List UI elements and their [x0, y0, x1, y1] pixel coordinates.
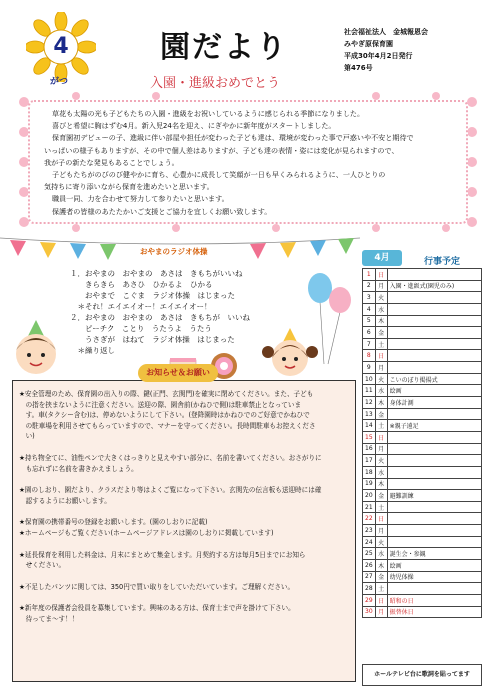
schedule-weekday: 土 — [375, 501, 387, 513]
schedule-row — [363, 362, 482, 374]
notice-line: ★不足したパンツに関しては、350円で買い取りをしていただいています。ご理解ください。 — [19, 582, 295, 591]
schedule-weekday: 日 — [375, 269, 387, 281]
schedule-row — [363, 466, 482, 478]
page-title: 園だより — [160, 30, 288, 65]
schedule-weekday: 水 — [375, 548, 387, 560]
notice-paragraph — [19, 517, 349, 538]
schedule-row — [363, 350, 482, 362]
schedule-event — [387, 303, 481, 315]
lyric-line: きらきら あさひ ひかるよ ひかる — [70, 280, 213, 289]
schedule-event — [387, 443, 481, 455]
org-line: 社会福祉法人 金城報恩会 — [344, 28, 428, 36]
schedule-weekday: 土 — [375, 583, 387, 595]
schedule-weekday: 火 — [375, 536, 387, 548]
schedule-weekday: 水 — [375, 466, 387, 478]
schedule-row — [363, 490, 482, 502]
notice-line: ★ホームページもご覧ください(ホームページアドレスは園のしおりに掲載しています) — [19, 528, 274, 537]
schedule-day: 13 — [363, 408, 376, 420]
schedule-event — [387, 315, 481, 327]
schedule-row — [363, 315, 482, 327]
schedule-weekday: 火 — [375, 455, 387, 467]
schedule-row — [363, 338, 482, 350]
schedule-weekday: 月 — [375, 362, 387, 374]
schedule-row — [363, 594, 482, 606]
notice-line: も忘れずに名前を書きかえましょう。 — [19, 464, 138, 473]
schedule-event — [387, 350, 481, 362]
schedule-event — [387, 362, 481, 374]
notice-paragraph — [19, 389, 349, 442]
schedule-row — [363, 513, 482, 525]
schedule-day: 4 — [363, 303, 376, 315]
notice-paragraph — [19, 485, 349, 506]
schedule-event — [387, 583, 481, 595]
schedule-row — [363, 455, 482, 467]
notice-line: 待ってま～す！！ — [19, 614, 79, 623]
greeting-line: 喜びと希望に胸はずむ4月。新入児24名を迎え、にぎやかに新年度がスタートしました。 — [52, 121, 336, 131]
schedule-weekday: 土 — [375, 338, 387, 350]
schedule-row — [363, 431, 482, 443]
schedule-day: 16 — [363, 443, 376, 455]
page-subtitle: 入園・進級おめでとう — [150, 76, 281, 91]
schedule-row — [363, 583, 482, 595]
schedule-day: 12 — [363, 397, 376, 409]
schedule-day: 24 — [363, 536, 376, 548]
schedule-weekday: 木 — [375, 478, 387, 490]
schedule-event: 昭和の日 — [387, 594, 481, 606]
schedule-weekday: 日 — [375, 431, 387, 443]
schedule-day: 30 — [363, 606, 376, 618]
notice-line: ★園のしおり、園だより、クラスだより等はよくご覧になって下さい。玄関先の伝言板も送迎時には確 — [19, 486, 322, 495]
schedule-day: 26 — [363, 560, 376, 572]
schedule-day: 29 — [363, 594, 376, 606]
greeting-line: いっぱいの様子もありますが、その中で個人差はありますが、子ども達の表情・姿には変化が見られますので、 — [44, 145, 399, 155]
greeting-frame — [16, 92, 480, 232]
schedule-day: 14 — [363, 420, 376, 432]
song-lyrics — [70, 268, 250, 356]
notice-paragraph — [19, 453, 349, 474]
schedule-row — [363, 408, 482, 420]
schedule-day: 23 — [363, 525, 376, 537]
greeting-line: 職員一同、力を合わせて努力して参りたいと思います。 — [52, 194, 229, 204]
schedule-event: こいのぼり掲揚式 — [387, 373, 481, 385]
notice-line: せください。 — [19, 561, 66, 570]
schedule-event — [387, 525, 481, 537]
schedule-day: 18 — [363, 466, 376, 478]
schedule-weekday: 金 — [375, 490, 387, 502]
schedule-day: 5 — [363, 315, 376, 327]
schedule-event — [387, 513, 481, 525]
schedule-weekday: 金 — [375, 327, 387, 339]
month-number: 4 — [53, 34, 69, 59]
schedule-event — [387, 431, 481, 443]
schedule-event — [387, 338, 481, 350]
org-info — [344, 26, 428, 74]
schedule-event: 入園・進級式(園児のみ) — [387, 280, 481, 292]
schedule-weekday: 日 — [375, 350, 387, 362]
radio-exercise-title: おやまのラジオ体操 — [140, 247, 208, 256]
schedule-weekday: 日 — [375, 594, 387, 606]
schedule-weekday: 火 — [375, 373, 387, 385]
schedule-weekday: 金 — [375, 571, 387, 583]
schedule-weekday: 木 — [375, 560, 387, 572]
org-line: みやぎ原保育園 — [344, 40, 393, 48]
schedule-row — [363, 525, 482, 537]
greeting-line: 子どもたちがのびのび健やかに育ち、心豊かに成長して笑顔が一日も早くみられるように、一人ひとりの — [52, 170, 386, 180]
schedule-day: 15 — [363, 431, 376, 443]
schedule-row — [363, 397, 482, 409]
schedule-row — [363, 292, 482, 304]
schedule-row — [363, 536, 482, 548]
month-suffix: がつ — [50, 77, 69, 87]
schedule-day: 8 — [363, 350, 376, 362]
notice-line: ★新年度の保護者会役員を募集しています。興味のある方は、保育士まで声を掛けて下さい。 — [19, 604, 295, 613]
schedule-event — [387, 466, 481, 478]
notice-line: す。車(タクシー含む)は、停めないようにして下さい。(登降園時はかねひでのご好意でかねひで — [19, 411, 310, 420]
schedule-event: ※親子遠足 — [387, 420, 481, 432]
schedule-event — [387, 408, 481, 420]
schedule-event — [387, 478, 481, 490]
schedule-title: 行事予定 — [424, 257, 461, 267]
greeting-line: 保護者の皆様のあたたかいご支援とご協力を宜しくお願い致します。 — [52, 206, 272, 216]
schedule-day: 19 — [363, 478, 376, 490]
notice-paragraph — [19, 582, 349, 593]
schedule-event — [387, 455, 481, 467]
schedule-day: 9 — [363, 362, 376, 374]
schedule-weekday: 火 — [375, 292, 387, 304]
schedule-row — [363, 560, 482, 572]
schedule-event: 身体計測 — [387, 397, 481, 409]
schedule-weekday: 月 — [375, 443, 387, 455]
schedule-event — [387, 536, 481, 548]
schedule-event: 振替休日 — [387, 606, 481, 618]
notice-line: ★保育園の携帯番号の登録をお願いします。(園のしおりに記載) — [19, 518, 208, 527]
greeting-line: 草花も太陽の光も子どもたちの入園・進級をお祝いしているように感じられる季節になりました。 — [52, 109, 365, 118]
schedule-row — [363, 303, 482, 315]
child-girl-icon — [258, 328, 320, 378]
lyric-line: おやまで こぐま ラジオ体操 はじまった — [70, 291, 235, 300]
lyric-line: ２．おやまの おやまの あさは きもちが いいね — [70, 313, 250, 322]
schedule-day: 2 — [363, 280, 376, 292]
schedule-weekday: 月 — [375, 280, 387, 292]
lyric-line: ＊繰り返し — [70, 346, 115, 355]
greeting-line: 気持ちに寄り添いながら保育を進めたいと思います。 — [44, 182, 214, 192]
notice-box — [12, 380, 356, 682]
schedule-weekday: 月 — [375, 606, 387, 618]
schedule-weekday: 水 — [375, 303, 387, 315]
org-line: 第476号 — [344, 64, 373, 72]
lyric-line: ピーチク ことり うたうよ うたう — [70, 324, 212, 333]
greeting-line: 保育園初デビューの子、進級に伴い部屋や担任が変わった子ども達は、環境が変わった事で戸惑いや不安と期待で — [52, 133, 414, 143]
notice-line: い) — [19, 432, 35, 441]
notice-line: ★安全管理のため、保育園の出入りの際、鍵(正門、玄関門)を確実に閉めてください。また、子ども — [19, 390, 314, 398]
schedule-event: 誕生会・参観 — [387, 548, 481, 560]
schedule-row — [363, 606, 482, 618]
schedule-day: 1 — [363, 269, 376, 281]
schedule-table — [362, 268, 482, 618]
notice-line: ★延長保育を利用した料金は、月末にまとめて集金します。月契約する方は毎月5日までにお知ら — [19, 550, 306, 559]
schedule-row — [363, 548, 482, 560]
schedule-row — [363, 385, 482, 397]
schedule-weekday: 日 — [375, 513, 387, 525]
schedule-row — [363, 571, 482, 583]
schedule-event: 幼児体操 — [387, 571, 481, 583]
notice-line: ★持ち物全てに、油性ペンで大きくはっきりと見えやすい部分に、名前を書いてください。おさがりに — [19, 453, 322, 462]
schedule-row — [363, 373, 482, 385]
schedule-event: 絵画 — [387, 560, 481, 572]
schedule-event — [387, 501, 481, 513]
schedule-event: 避難訓練 — [387, 490, 481, 502]
lyric-line: ＊それ！エイエイオー！エイエイオー！ — [70, 302, 212, 311]
schedule-day: 7 — [363, 338, 376, 350]
schedule-day: 27 — [363, 571, 376, 583]
schedule-row — [363, 269, 482, 281]
notice-title: お知らせ＆お願い — [138, 364, 218, 382]
notice-line: 認するようにお願いします。 — [19, 496, 111, 505]
schedule-day: 25 — [363, 548, 376, 560]
schedule-day: 11 — [363, 385, 376, 397]
child-boy-icon — [6, 318, 76, 376]
schedule-row — [363, 501, 482, 513]
schedule-event: 絵画 — [387, 385, 481, 397]
schedule-day: 17 — [363, 455, 376, 467]
schedule-day: 28 — [363, 583, 376, 595]
schedule-event — [387, 327, 481, 339]
notice-paragraph — [19, 603, 349, 624]
schedule-weekday: 水 — [375, 385, 387, 397]
schedule-day: 20 — [363, 490, 376, 502]
greeting-line: 我が子の新たな発見もあることでしょう。 — [44, 157, 179, 167]
lyric-line: うさぎが はねて ラジオ体操 はじまった — [70, 335, 235, 344]
notice-line: の指を挟まないように注意ください。送迎の際、園舎前(かねひで側)は駐車禁止となっていま — [19, 400, 302, 409]
schedule-row — [363, 280, 482, 292]
schedule-row — [363, 443, 482, 455]
schedule-day: 6 — [363, 327, 376, 339]
schedule-row — [363, 478, 482, 490]
notice-paragraph — [19, 550, 349, 571]
lyric-line: １．おやまの おやまの あさは きもちがいいね — [70, 269, 243, 278]
schedule-weekday: 金 — [375, 408, 387, 420]
schedule-day: 22 — [363, 513, 376, 525]
schedule-event — [387, 269, 481, 281]
greeting-text — [28, 100, 468, 224]
lyrics-note: ホールテレビ台に歌詞を貼ってます — [362, 664, 482, 686]
schedule-day: 3 — [363, 292, 376, 304]
schedule-day: 21 — [363, 501, 376, 513]
schedule-month-banner: 4月 — [362, 250, 402, 266]
org-line: 平成30年4月2日発行 — [344, 52, 413, 60]
notice-line: の駐車場を利用させてもらっていますので、マナーを守ってください。長時間駐車もお控えくださ — [19, 421, 316, 430]
schedule-event — [387, 292, 481, 304]
schedule-row — [363, 420, 482, 432]
schedule-weekday: 木 — [375, 315, 387, 327]
schedule-weekday: 月 — [375, 525, 387, 537]
schedule-weekday: 土 — [375, 420, 387, 432]
schedule-weekday: 木 — [375, 397, 387, 409]
schedule-row — [363, 327, 482, 339]
schedule-day: 10 — [363, 373, 376, 385]
